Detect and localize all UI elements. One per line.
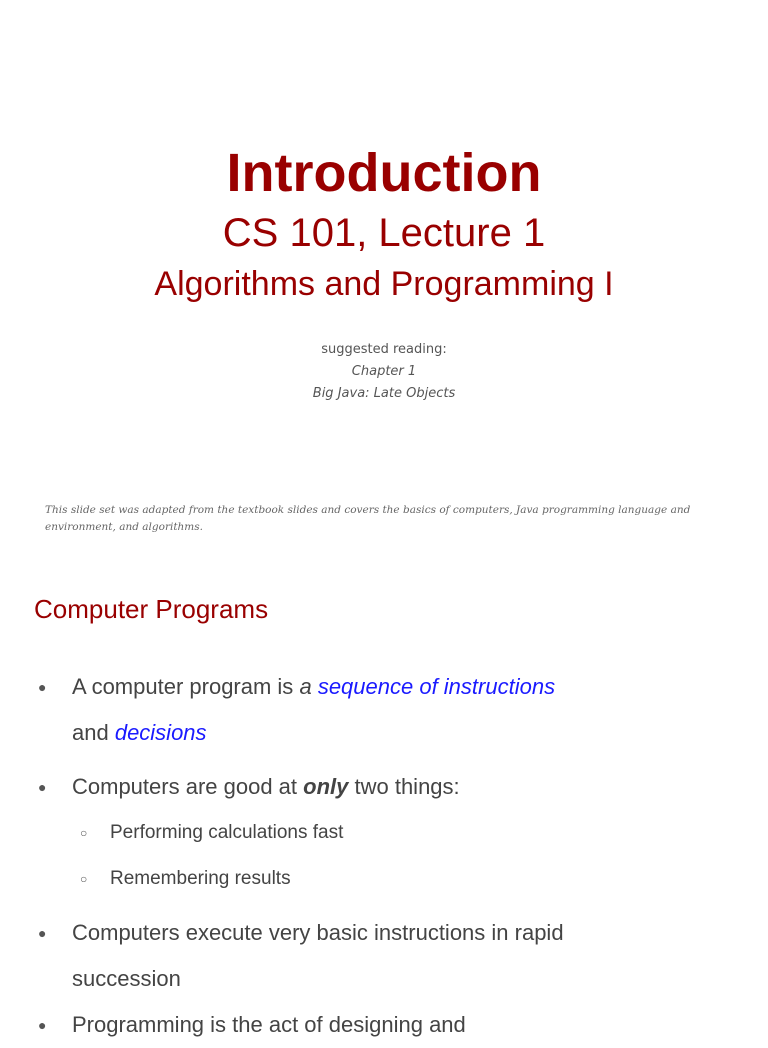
sub-bullet-text: Remembering results: [110, 868, 291, 889]
course-title: CS 101, Lecture 1: [222, 211, 546, 255]
suggested-reading: [0, 339, 768, 405]
bullet-text: Computers execute very basic instructions in rapid: [72, 920, 564, 945]
bullet-dot-icon: ●: [38, 779, 47, 795]
sub-bullet-item: [0, 856, 768, 902]
bullet-item: [0, 1002, 768, 1048]
bullet-text: and: [72, 720, 115, 745]
bullet-dot-icon: ●: [38, 925, 47, 941]
reading-chapter: Chapter 1: [351, 364, 417, 379]
bullet-text: A computer program is: [72, 674, 300, 699]
bullet-dot-icon: ●: [38, 1017, 47, 1033]
sub-bullet-item: [0, 810, 768, 856]
bullet-dot-icon: ●: [38, 679, 47, 695]
slide-title: Introduction: [226, 143, 542, 203]
bullet-text: two things:: [348, 774, 460, 799]
highlight-decisions: decisions: [114, 720, 207, 745]
emphasis-only: only: [303, 774, 349, 799]
bullet-item: [0, 664, 768, 756]
bullet-item: [0, 910, 768, 1002]
bullet-circle-icon: ○: [80, 872, 88, 886]
sub-bullet-text: Performing calculations fast: [110, 822, 344, 843]
content-slide: [0, 576, 768, 1037]
bullet-text: succession: [72, 966, 181, 991]
highlight-sequence: sequence of instructions: [317, 674, 556, 699]
reading-label: suggested reading:: [321, 342, 447, 357]
bullet-text: Programming is the act of designing and: [72, 1012, 466, 1037]
bullet-list: [0, 664, 768, 1048]
course-subtitle: Algorithms and Programming I: [154, 265, 614, 303]
bullet-text-italic: a: [299, 674, 312, 699]
reading-book: Big Java: Late Objects: [312, 386, 456, 401]
slide-disclaimer: This slide set was adapted from the textbook slides and covers the basics of computers, Java programming language and environment, and algorithms.: [45, 504, 691, 533]
bullet-circle-icon: ○: [80, 826, 88, 840]
section-heading: Computer Programs: [34, 594, 269, 624]
bullet-item: [0, 764, 768, 810]
bullet-text: Computers are good at: [72, 774, 304, 799]
